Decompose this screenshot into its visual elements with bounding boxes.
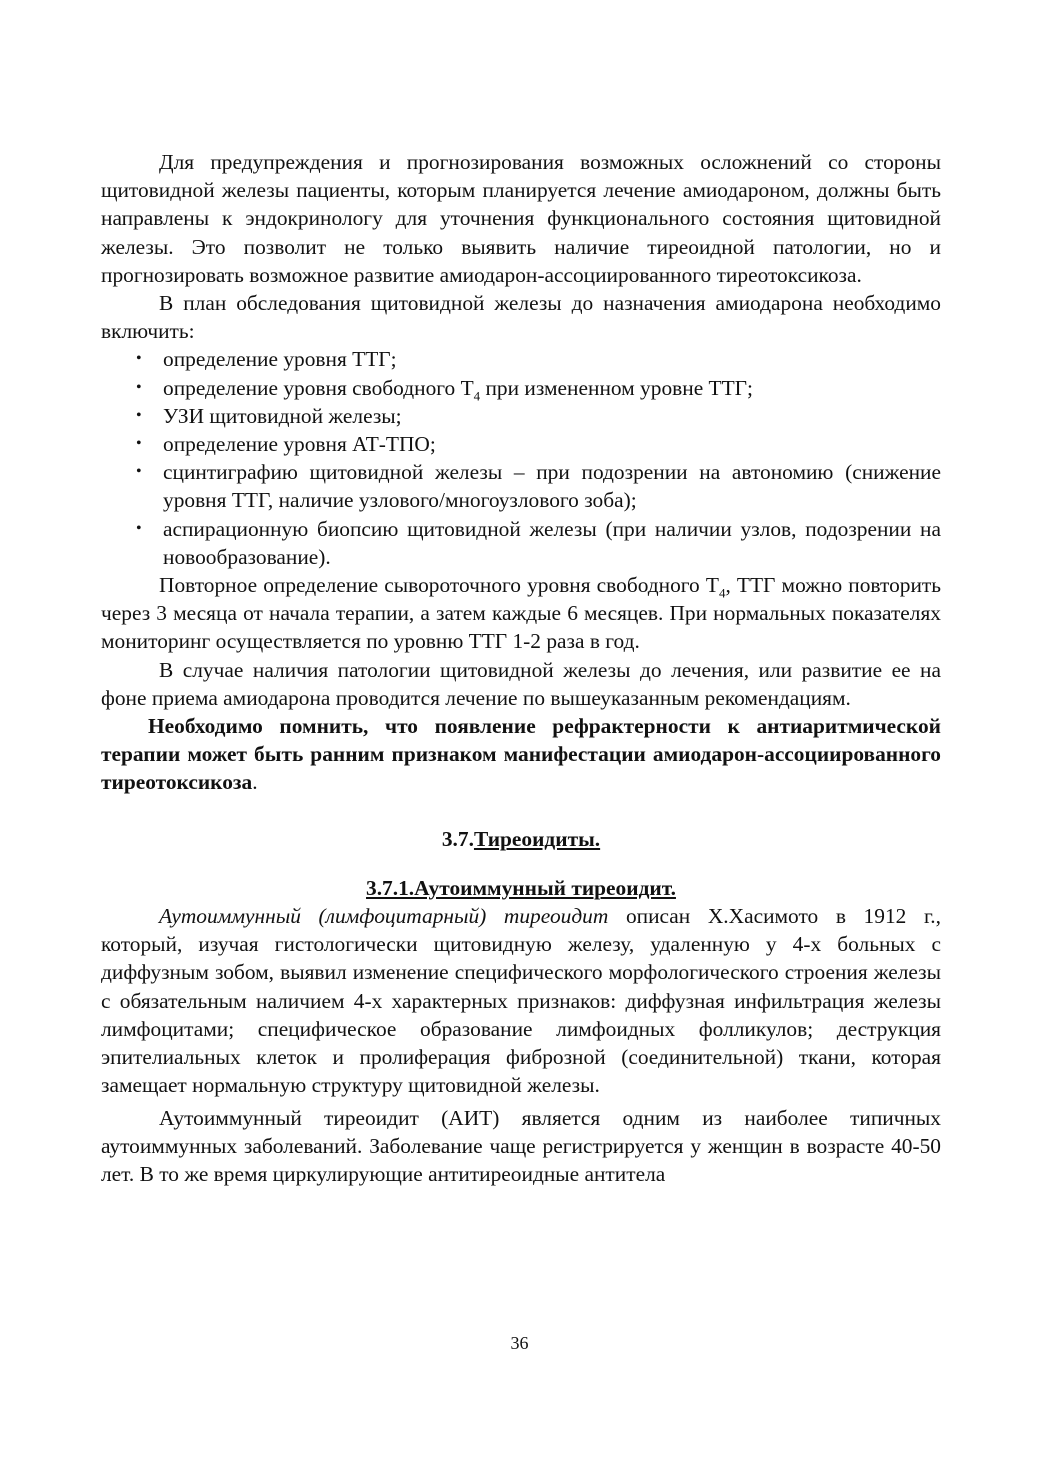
paragraph-exam-plan: В план обследования щитовидной железы до назначения амиодарона необходимо включить: (101, 291, 941, 344)
list-item (101, 402, 941, 430)
list-item-text: определение уровня АТ-ТПО; (163, 432, 436, 457)
paragraph-text: , ТТГ можно повторить через 3 месяца от начала терапии, а затем каждые 6 месяцев. При нормальных показателях мониторинг осуществляется по уровню ТТГ 1-2 раза в год. (101, 573, 942, 654)
paragraph-ait-history (101, 902, 941, 1099)
spacer (101, 853, 941, 874)
subscript: 4 (473, 387, 481, 403)
section-number: 3.7. (441, 826, 474, 851)
list-item (101, 515, 941, 571)
list-item-text: определение уровня свободного Т (163, 375, 474, 400)
paragraph-thyroid-prevention: Для предупреждения и прогнозирования возможных осложнений со стороны щитовидной железы пациенты, которым планируется лечение амиодароном, должны быть направлены к эндокринологу для уточнения функционального состояния щитовидной железы. Это позволит не только выявить наличие тиреоидной патологии, но и прогнозировать возможное развитие амиодарон-ассоциированного тиреотоксикоза. (101, 150, 941, 287)
paragraph-ait-prevalence: Аутоиммунный тиреоидит (АИТ) является одним из наиболее типичных аутоиммунных заболеваний. Заболевание чаще регистрируется у женщин в возрасте 40-50 лет. В то же время циркулирующие антитиреоидные антитела (101, 1105, 941, 1186)
subsection-heading (101, 874, 941, 902)
bullet-icon: • (136, 519, 142, 537)
paragraph-text: описан Х.Хасимото в 1912 г., который, изучая гистологически щитовидную железу, удаленную у 4-х больных с диффузным зобом, выявил изменение специфического морфологического строения железы с обязательным наличием 4-х характерных признаков: диффузная инфильтрация железы лимфоцитами; специфическое образование лимфоидных фолликулов; деструкция эпителиальных клеток и пролиферация фиброзной (соединительной) ткани, которая замещает нормальную структуру щитовидной железы. (101, 904, 941, 1098)
list-item-text: аспирационную биопсию щитовидной железы (при наличии узлов, подозрении на новообразование). (163, 516, 941, 569)
subsection-title: 3.7.1.Аутоиммунный тиреоидит. (366, 875, 676, 900)
list-item (101, 430, 941, 458)
list-item (101, 345, 941, 373)
bold-text: Необходимо помнить, что появление рефрактерности к антиаритмической терапии может быть ранним признаком манифестации амиодарон-ассоциированного тиреотоксикоза (101, 714, 941, 795)
section-title: Тиреоидиты. (473, 826, 601, 851)
section-heading (101, 825, 941, 853)
bullet-icon: • (136, 463, 142, 481)
period: . (252, 770, 258, 795)
list-item-text: сцинтиграфию щитовидной железы – при подозрении на автономию (снижение уровня ТТГ, наличие узлового/многоузлового зоба); (163, 460, 941, 513)
bullet-icon: • (136, 406, 142, 424)
bullet-icon: • (136, 435, 142, 453)
document-page (101, 148, 941, 1188)
subscript: 4 (718, 585, 726, 601)
paragraph-pathology-case: В случае наличия патологии щитовидной железы до лечения, или развитие ее на фоне приема амиодарона проводится лечение по вышеуказанным рекомендациям. (101, 657, 941, 710)
paragraph-text: Повторное определение сывороточного уровня свободного Т (159, 573, 719, 598)
spacer (101, 797, 941, 825)
paragraph-important-note (101, 712, 941, 797)
list-item (101, 374, 941, 402)
paragraph-repeat-test (101, 571, 941, 656)
exam-list (101, 345, 941, 571)
bullet-icon: • (136, 378, 142, 396)
page-number: 36 (510, 1333, 529, 1353)
italic-term: Аутоиммунный (лимфоцитарный) тиреоидит (159, 904, 609, 929)
bullet-icon: • (136, 350, 142, 368)
list-item-text: определение уровня ТТГ; (163, 347, 397, 372)
list-item-text: при измененном уровне ТТГ; (480, 375, 753, 400)
list-item (101, 458, 941, 514)
list-item-text: УЗИ щитовидной железы; (163, 403, 402, 428)
